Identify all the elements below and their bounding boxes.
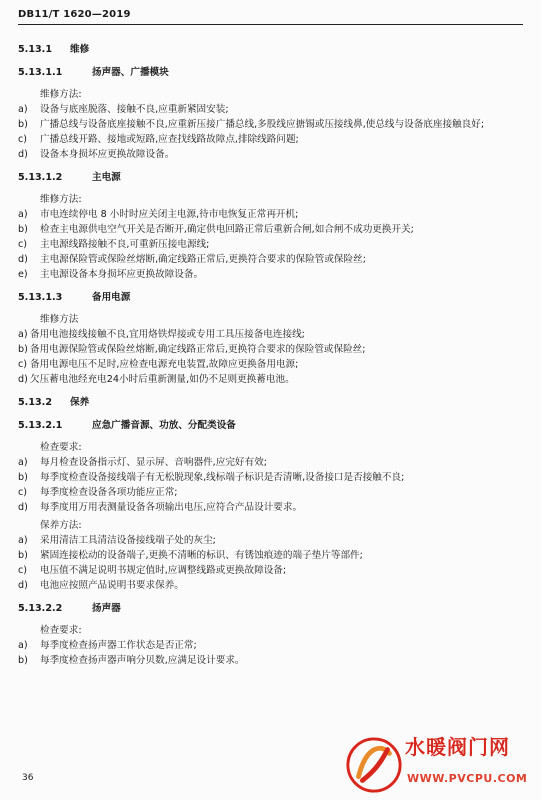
list-item: d) 主电源保险管或保险丝熔断,确定线路正常后,更换符合要求的保险管或保险丝;: [18, 254, 366, 265]
list-item: d) 电池应按照产品说明书要求保养。: [18, 580, 184, 591]
subsection-number: 5.13.1.3: [18, 292, 63, 303]
subsection-heading: [18, 66, 525, 80]
list-item: c) 广播总线开路、接地或短路,应查找线路故障点,排除线路问题;: [18, 134, 299, 145]
intro-text: 检查要求:: [40, 442, 82, 453]
subsection-heading: [18, 419, 525, 433]
list-item: d) 设备本身损坏应更换故障设备。: [18, 149, 175, 160]
section-title: 维修: [70, 44, 90, 55]
subsection-heading: [18, 291, 525, 305]
document-body: [18, 34, 525, 669]
intro-text: 维修方法:: [40, 194, 82, 205]
document-code: DB11/T 1620—2019: [18, 9, 131, 20]
list-item: a) 备用电池接线接触不良,宜用烙铁焊接或专用工具压接备电连接线;: [18, 329, 305, 340]
list-item: a) 每月检查设备指示灯、显示屏、音响器件,应完好有效;: [18, 457, 267, 468]
list-item: d) 欠压蓄电池经充电24小时后重新测量,如仍不足则更换蓄电池。: [18, 374, 295, 385]
list-item: c) 电压值不满足说明书规定值时,应调整线路或更换故障设备;: [18, 565, 287, 576]
intro-text: 保养方法:: [40, 520, 82, 531]
header-rule: [18, 24, 523, 25]
subsection-number: 5.13.2.2: [18, 603, 63, 614]
list-item: a) 市电连续停电 8 小时时应关闭主电源,待市电恢复正常再开机;: [18, 209, 299, 220]
section-number: 5.13.1: [18, 44, 52, 55]
intro-text: 检查要求:: [40, 625, 82, 636]
intro-text: 维修方法: [40, 314, 79, 325]
subsection-title: 备用电源: [92, 292, 131, 303]
subsection-title: 扬声器: [92, 603, 121, 614]
subsection-title: 应急广播音源、功放、分配类设备: [92, 420, 236, 431]
list-item: e) 主电源设备本身损坏应更换故障设备。: [18, 269, 204, 280]
list-item: b) 每季度检查扬声器声响分贝数,应满足设计要求。: [18, 655, 245, 666]
subsection-title: 主电源: [92, 172, 121, 183]
watermark: [345, 734, 535, 796]
list-item: a) 每季度检查扬声器工作状态是否正常;: [18, 640, 197, 651]
subsection-heading: [18, 602, 525, 616]
valve-logo-icon: [345, 736, 403, 794]
list-item: b) 检查主电源供电空气开关是否断开,确定供电回路正常后重新合闸,如合闸不成功更换开关;: [18, 224, 414, 235]
list-item: a) 设备与底座脱落、接触不良,应重新紧固安装;: [18, 104, 229, 115]
list-item: c) 主电源线路接触不良,可重新压接电源线;: [18, 239, 210, 250]
list-item: c) 备用电源电压不足时,应检查电源充电装置,故障应更换备用电源;: [18, 359, 299, 370]
intro-text: 维修方法:: [40, 89, 82, 100]
list-item: b) 每季度检查设备接线端子有无松脱现象,线标端子标识是否清晰,设备接口是否接触不良;: [18, 472, 405, 483]
list-item: b) 广播总线与设备底座接触不良,应重新压接广播总线,多股线应搪锡或压接线鼻,使总线与设备底座接触良好;: [18, 119, 485, 130]
list-item: b) 备用电源保险管或保险丝熔断,确定线路正常后,更换符合要求的保险管或保险丝;: [18, 344, 366, 355]
subsection-number: 5.13.1.2: [18, 172, 63, 183]
section-number: 5.13.2: [18, 397, 52, 408]
watermark-url: WWW.PVCPU.COM: [407, 772, 528, 785]
section-title: 保养: [70, 397, 90, 408]
subsection-number: 5.13.2.1: [18, 420, 63, 431]
list-item: a) 采用清洁工具清洁设备接线端子处的灰尘;: [18, 535, 216, 546]
page-number: 36: [22, 773, 34, 783]
list-item: b) 紧固连接松动的设备端子,更换不清晰的标识、有锈蚀痕迹的端子垫片等部件;: [18, 550, 363, 561]
list-item: d) 每季度用万用表测量设备各项输出电压,应符合产品设计要求。: [18, 502, 303, 513]
subsection-number: 5.13.1.1: [18, 67, 63, 78]
subsection-title: 扬声器、广播模块: [92, 67, 169, 78]
section-heading: [18, 43, 525, 57]
list-item: c) 每季度检查设备各项功能应正常;: [18, 487, 178, 498]
section-heading: [18, 396, 525, 410]
subsection-heading: [18, 171, 525, 185]
watermark-brand: 水暖阀门网: [405, 735, 510, 759]
